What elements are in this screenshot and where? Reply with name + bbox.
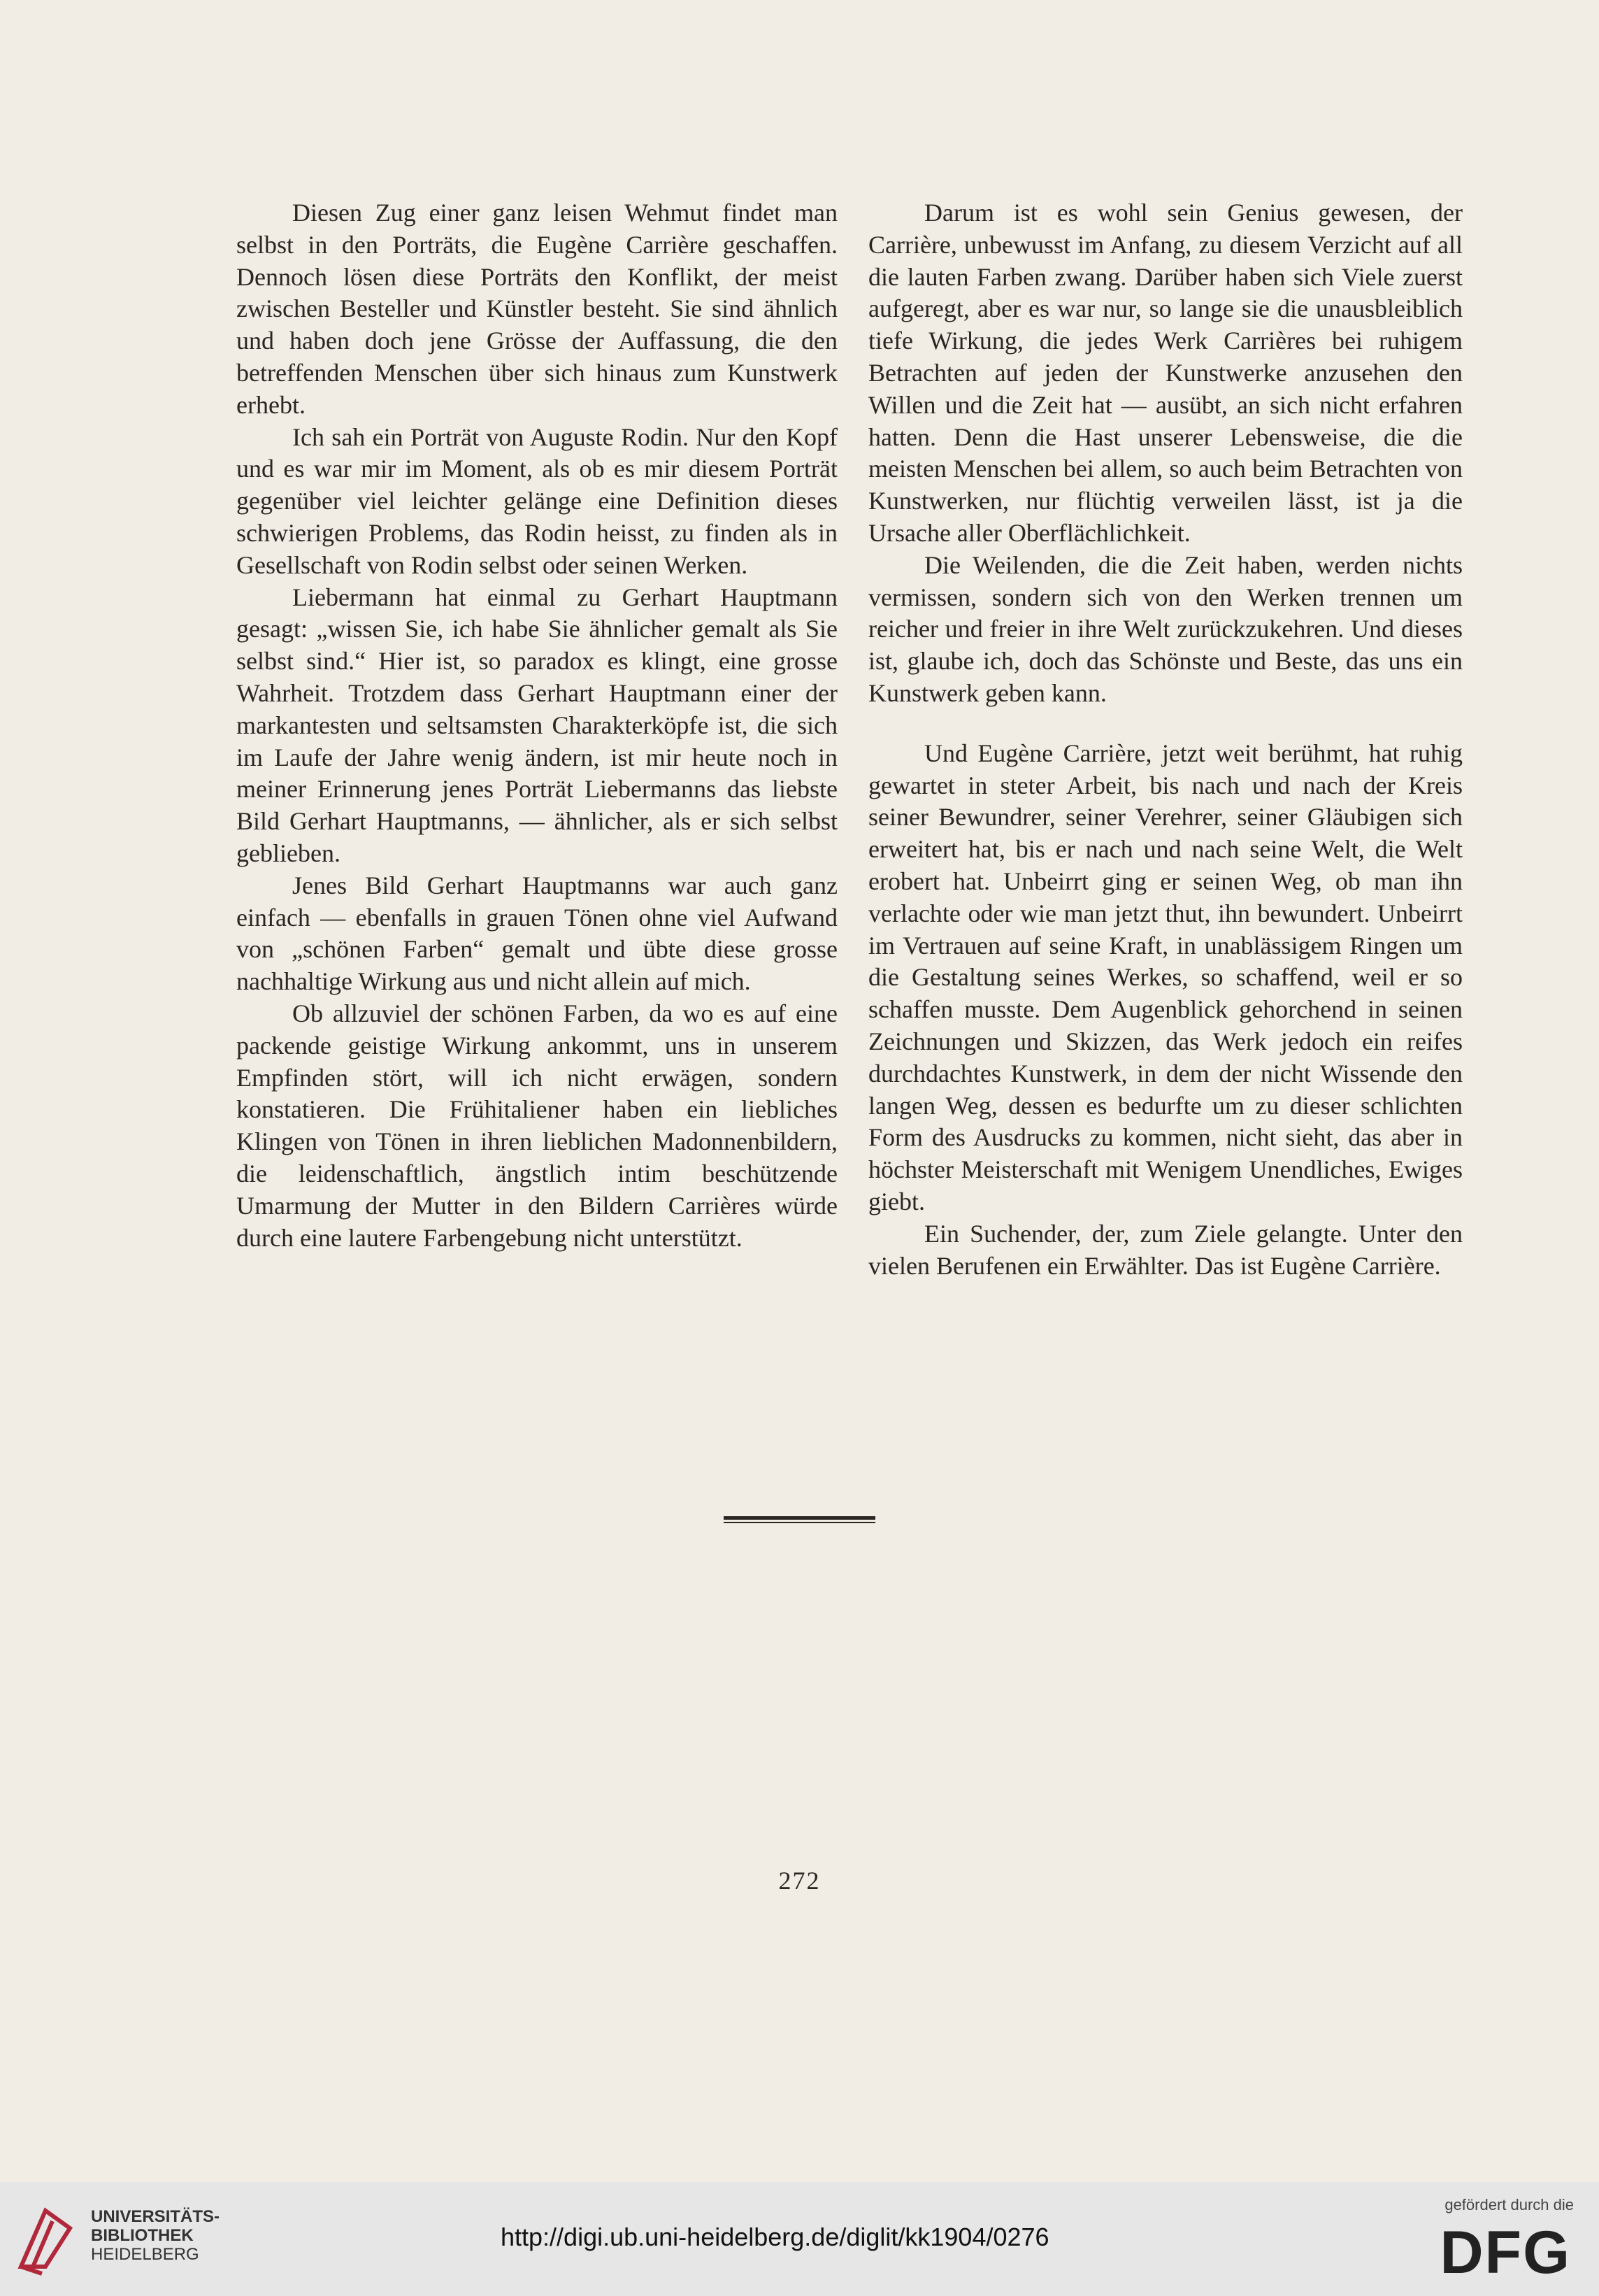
page-number: 272 bbox=[778, 1867, 821, 1895]
permalink-url[interactable]: http://digi.ub.uni-heidelberg.de/diglit/kk1904/0276 bbox=[501, 2223, 1049, 2251]
right-text-column bbox=[868, 197, 1463, 1282]
paragraph: Die Weilenden, die die Zeit haben, werden nichts vermissen, sondern sich von den Werken trennen um reicher und freier in ihre Welt zurückzukehren. Und dieses ist, glaube ich, doch das Schönste und Beste, das uns ein Kunstwerk geben kann. bbox=[868, 550, 1463, 707]
sponsor-text: gefördert durch die bbox=[1444, 2196, 1574, 2213]
paragraph: Ich sah ein Porträt von Auguste Rodin. Nur den Kopf und es war mir im Moment, als ob es mir diesem Porträt gegenüber viel leichter gelänge eine Definition dieses schwierigen Problems, das Rodin heisst, zu finden als in Gesellschaft von Rodin selbst oder seinen Werken. bbox=[236, 422, 838, 579]
library-name-line: BIBLIOTHEK bbox=[91, 2226, 194, 2245]
library-name[interactable] bbox=[91, 2207, 220, 2264]
footer-bar bbox=[0, 2182, 1599, 2296]
paragraph: Ob allzuviel der schönen Farben, da wo es auf eine packende geistige Wirkung ankommt, uns in unserem Empfinden stört, will ich nicht erwägen, sondern konstatieren. Die Frühitaliener haben ein liebliches Klingen von Tönen in ihren lieblichen Madonnenbildern, die leidenschaftlich, ängstlich intim beschützende Umarmung der Mutter in den Bildern Carrières würde durch eine lautere Farbengebung nicht unterstützt. bbox=[236, 999, 838, 1252]
section-divider bbox=[724, 1516, 875, 1523]
paragraph: Diesen Zug einer ganz leisen Wehmut findet man selbst in den Porträts, die Eugène Carrière geschaffen. Dennoch lösen diese Porträts den Konflikt, der meist zwischen Besteller und Künstler besteht. Sie sind ähnlich und haben doch jene Grösse der Auffassung, die den betreffenden Menschen über sich hinaus zum Kunstwerk erhebt. bbox=[236, 199, 838, 419]
library-name-line: UNIVERSITÄTS- bbox=[91, 2207, 220, 2226]
library-logo-icon[interactable] bbox=[14, 2200, 77, 2277]
paragraph: Jenes Bild Gerhart Hauptmanns war auch ganz einfach — ebenfalls in grauen Tönen ohne viel Aufwand von „schönen Farben“ gemalt und übte diese grosse nachhaltige Wirkung aus und nicht allein auf mich. bbox=[236, 871, 838, 996]
paragraph: Darum ist es wohl sein Genius gewesen, der Carrière, unbewusst im Anfang, zu diesem Verzicht auf all die lauten Farben zwang. Darüber haben sich Viele zuerst aufgeregt, aber es war nur, so lange sie die unausbleiblich tiefe Wirkung, die jedes Werk Carrières bei ruhigem Betrachten auf jeden der Kunstwerke anzusehen den Willen und die Zeit hat — ausübt, an sich nicht erfahren hatten. Denn die Hast unserer Lebensweise, die die meisten Menschen bei allem, so auch beim Betrachten von Kunstwerken, nur flüchtig verweilen lässt, ist ja die Ursache aller Oberflächlichkeit. bbox=[868, 199, 1463, 547]
paragraph: Liebermann hat einmal zu Gerhart Hauptmann gesagt: „wissen Sie, ich habe Sie ähnlicher gemalt als Sie selbst sind.“ Hier ist, so paradox es klingt, eine grosse Wahrheit. Trotzdem dass Gerhart Hauptmann einer der markantesten und seltsamsten Charakterköpfe ist, die sich im Laufe der Jahre wenig ändern, ist mir heute noch in meiner Erinnerung jenes Porträt Liebermanns das liebste Bild Gerhart Hauptmanns, — ähnlicher, als er sich selbst geblieben. bbox=[236, 583, 838, 867]
dfg-logo[interactable]: DFG bbox=[1440, 2219, 1571, 2286]
paragraph: Und Eugène Carrière, jetzt weit berühmt, hat ruhig gewartet in steter Arbeit, bis nach und nach der Kreis seiner Bewundrer, seiner Verehrer, seiner Gläubigen sich erweitert hat, bis er nach und nach seine Welt, die Welt erobert hat. Unbeirrt ging er seinen Weg, ob man ihn verlachte oder wie man jetzt thut, ihn bewundert. Unbeirrt im Vertrauen auf seine Kraft, in unablässigem Ringen um die Gestaltung seines Werkes, so schaffend, weil er so schaffen musste. Dem Augenblick gehorchend in seinen Zeichnungen und Skizzen, das Werk jedoch ein reifes durchdachtes Kunstwerk, in dem der nicht Wissende den langen Weg, dessen es bedurfte um zu dieser schlichten Form des Ausdrucks zu kommen, nicht sieht, das aber in höchster Meisterschaft mit Wenigem Unendliches, Ewiges giebt. bbox=[868, 739, 1463, 1215]
paragraph: Ein Suchender, der, zum Ziele gelangte. Unter den vielen Berufenen ein Erwählter. Das ist Eugène Carrière. bbox=[868, 1219, 1463, 1280]
library-name-line: HEIDELBERG bbox=[91, 2245, 199, 2264]
left-text-column bbox=[236, 197, 838, 1254]
